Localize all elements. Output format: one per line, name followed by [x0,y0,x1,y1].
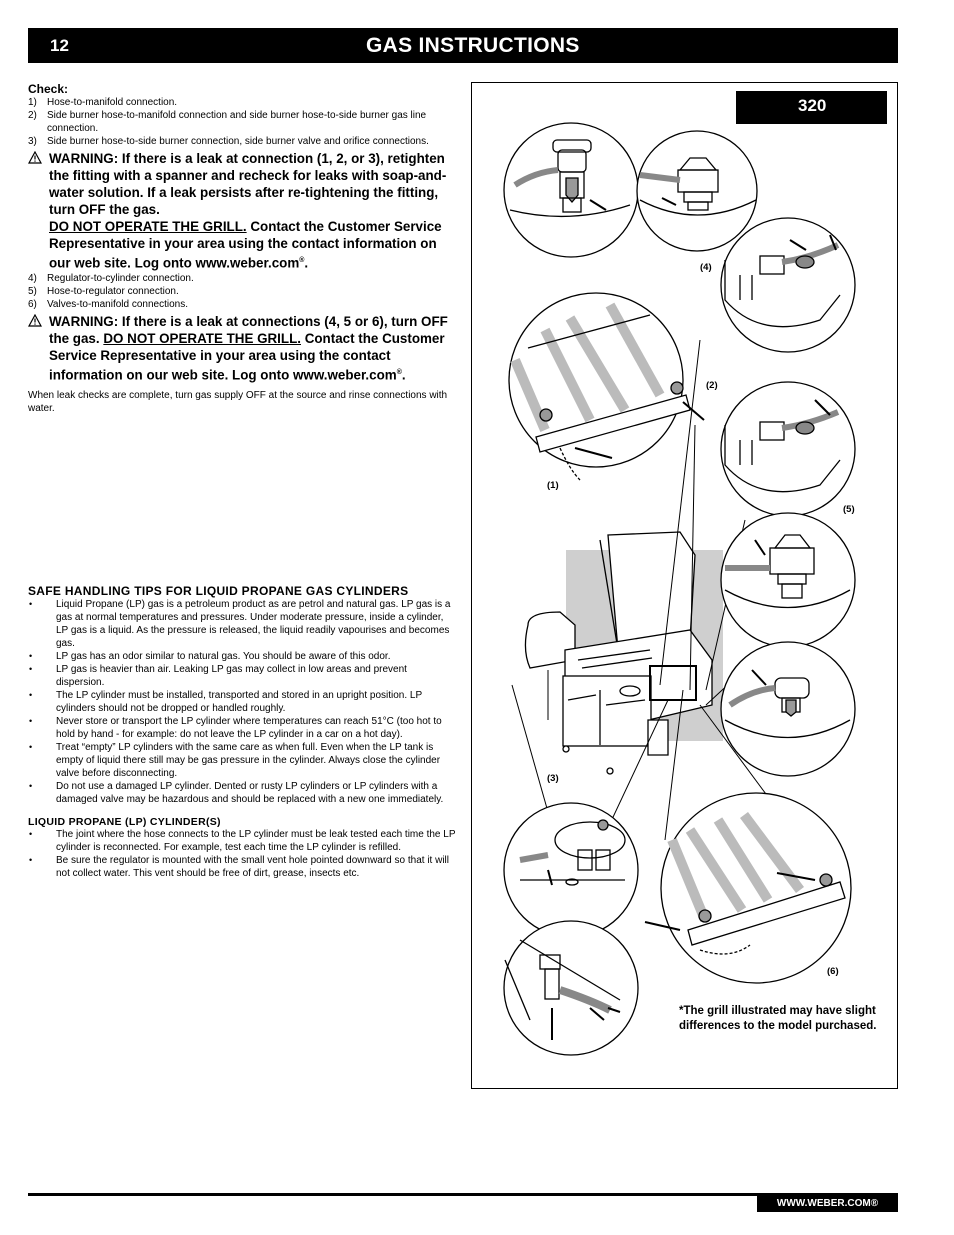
list-item: • The joint where the hose connects to the LP cylinder must be leak tested each time the LP cylinder is reconnected. For example, test each time the LP cylinder is refilled. [28,828,456,854]
list-item: • Treat “empty” LP cylinders with the same care as when full. Even when the LP tank is empty of liquid there still may be gas pressure in the cylinder. Always close the cylinder valve before disconnecting. [28,741,456,780]
label-5: (5) [843,504,855,515]
registered-mark: ® [299,257,305,264]
item-text: Hose-to-regulator connection. [47,286,179,298]
item-number: 4) [28,273,37,285]
item-text: Side burner hose-to-manifold connection and side burner hose-to-side burner gas line connection. [47,110,427,134]
contact-text: Contact the Customer Service Representative in your area using the contact information on our web site. Log onto www.weber.com [49,219,442,271]
label-6: (6) [827,966,839,977]
list-item: • LP gas has an odor similar to natural gas. You should be aware of this odor. [28,650,456,663]
list-item: • LP gas is heavier than air. Leaking LP gas may collect in low areas and prevent dispersion. [28,663,456,689]
page-number: 12 [50,36,69,55]
item-number: 6) [28,299,37,311]
item-text: Side burner hose-to-side burner connection, side burner valve and orifice connections. [47,136,429,147]
label-4: (4) [700,262,712,273]
item-number: 2) [28,110,37,121]
warning-text: WARNING: If there is a leak at connection (1, 2, or 3), retighten the fitting with a spanner and recheck for leaks with soap-and-water solution. If a leak persists after re-tightening the fitting, turn OFF the gas. [49,151,447,217]
label-3: (3) [547,773,559,784]
warning-end: . [401,367,406,383]
label-2: (2) [706,380,718,391]
item-text: Valves-to-manifold connections. [47,299,188,311]
closing-text: When leak checks are complete, turn gas supply OFF at the source and rinse connections with water. [28,389,448,414]
do-not-operate-text: DO NOT OPERATE THE GRILL. [49,219,247,234]
safe-handling-heading: SAFE HANDLING TIPS FOR LIQUID PROPANE GAS CYLINDERS [28,584,409,598]
model-number: 320 [798,96,827,115]
list-item: • Do not use a damaged LP cylinder. Dented or rusty LP cylinders or LP cylinders with a damaged valve may be hazardous and should be replaced with a new one immediately. [28,780,456,806]
regulator-detail-icon [504,123,638,257]
footer-url: WWW.WEBER.COM® [757,1196,898,1212]
item-number: 1) [28,97,37,108]
cylinder-valve-detail-icon [721,382,855,516]
regulator-detail-icon [721,513,855,647]
list-item: • The LP cylinder must be installed, transported and stored in an upright position. LP cylinders should not be dropped or handled roughly. [28,689,456,715]
label-1: (1) [547,480,559,491]
do-not-operate-text: DO NOT OPERATE THE GRILL. [103,331,301,347]
item-number: 5) [28,286,37,298]
check-heading: Check: [28,82,69,96]
cylinder-valve-detail-icon [721,642,855,776]
warning-text: WARNING: If there is a leak at connections (4, 5 or 6), turn OFF the gas. [49,314,448,347]
cylinder-valve-detail-icon [721,218,855,352]
item-number: 3) [28,136,37,147]
page-title: GAS INSTRUCTIONS [366,34,580,57]
registered-mark: ® [396,369,402,377]
burner-tubes-detail-icon [645,793,851,983]
illustration-note: *The grill illustrated may have slight differences to the model purchased. [679,1005,877,1032]
warning-end: . [304,255,309,271]
burner-tubes-detail-icon [509,293,704,480]
side-burner-valve-detail-icon [504,803,638,937]
contact-text: Contact the Customer Service Representative in your area using the contact information on our web site. Log onto www.weber.com [49,331,445,383]
list-item: • Never store or transport the LP cylinder where temperatures can reach 51°C (too hot to hold by hand - for example: do not leave the LP cylinder in a car on a hot day). [28,715,456,741]
regulator-detail-icon [637,131,757,251]
lp-cylinder-subheading: LIQUID PROPANE (LP) CYLINDER(S) [28,816,221,828]
hose-fitting-detail-icon [504,921,638,1055]
item-text: Hose-to-manifold connection. [47,97,178,108]
item-text: Regulator-to-cylinder connection. [47,273,194,285]
list-item: • Be sure the regulator is mounted with the small vent hole pointed downward so that it will not collect water. This vent should be free of dirt, grease, insects etc. [28,854,456,880]
list-item: • Liquid Propane (LP) gas is a petroleum product as are petrol and natural gas. LP gas is a gas at normal temperatures and pressures. Under moderate pressure, inside a cylinder, LP gas is a liquid. As the pressure is released, the liquid readily vapourises and becomes gas. [28,598,456,650]
